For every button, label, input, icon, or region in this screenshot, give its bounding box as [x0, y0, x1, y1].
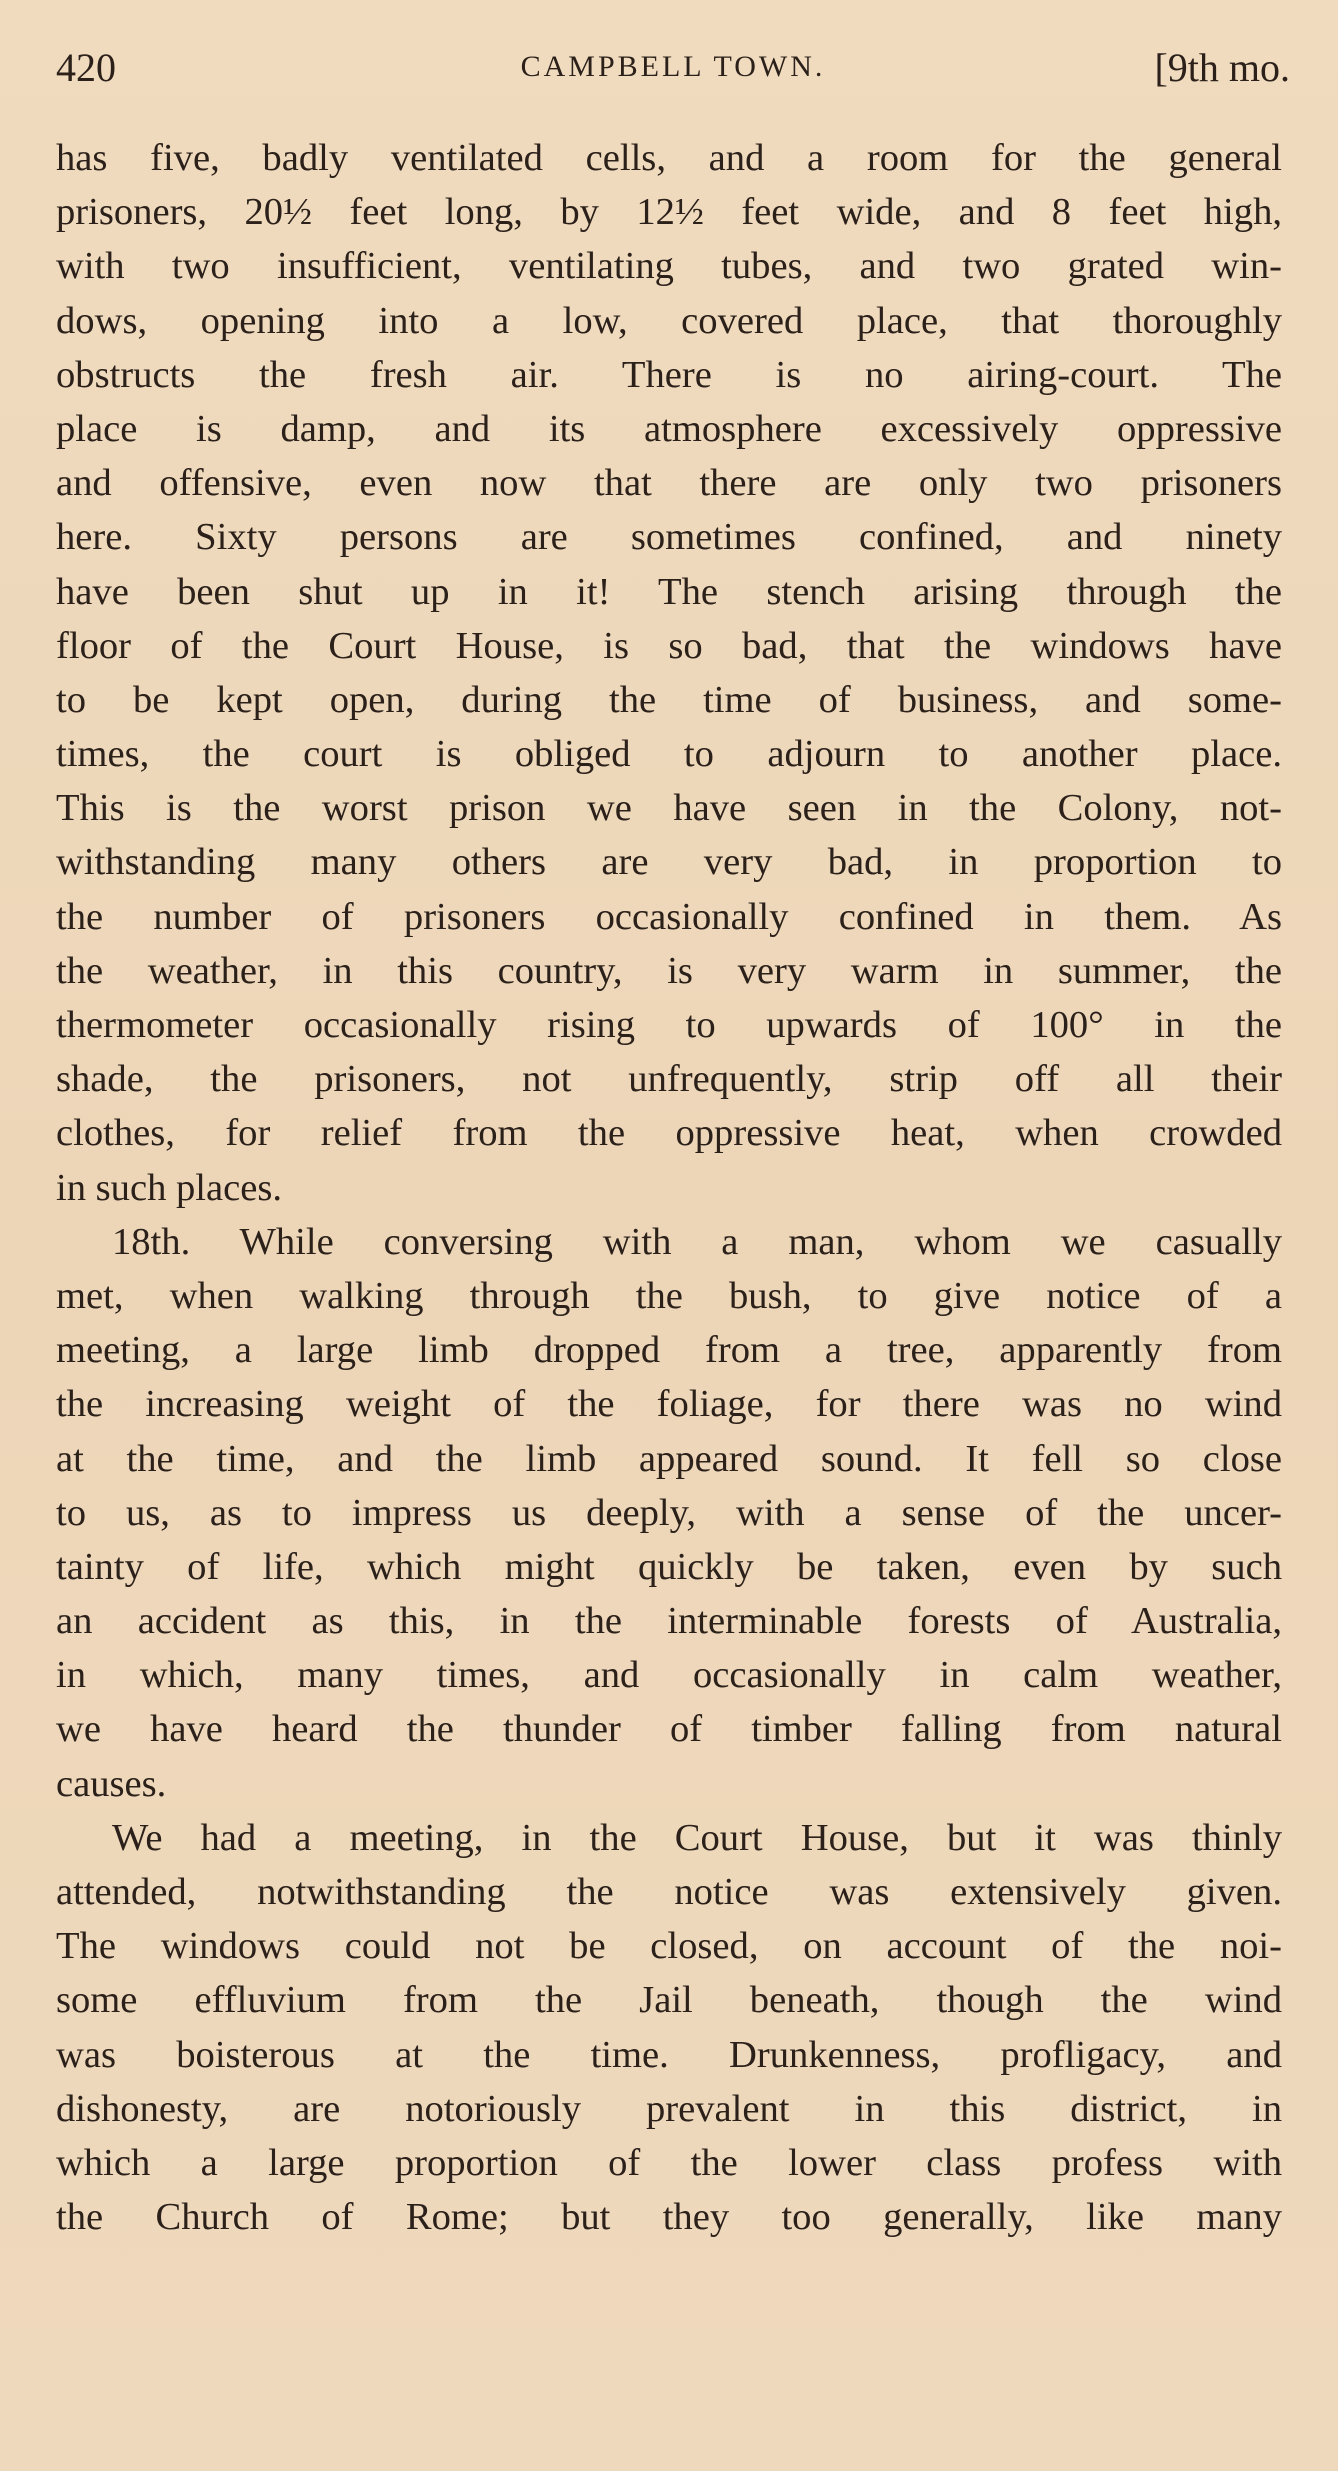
text-line: have been shut up in it! The stench arising through the	[56, 570, 1282, 613]
text-line-paragraph-start: 18th. While conversing with a man, whom we casually	[112, 1220, 1282, 1263]
text-line-paragraph-end: causes.	[56, 1762, 167, 1805]
text-line-paragraph-start: We had a meeting, in the Court House, but it was thinly	[112, 1816, 1282, 1859]
text-line: the increasing weight of the foliage, for there was no wind	[56, 1383, 1282, 1426]
text-line: dishonesty, are notoriously prevalent in this district, in	[56, 2087, 1282, 2130]
text-line: shade, the prisoners, not unfrequently, strip off all their	[56, 1058, 1282, 1101]
text-line: we have heard the thunder of timber falling from natural	[56, 1708, 1282, 1751]
text-line: to be kept open, during the time of business, and some-	[56, 678, 1282, 721]
text-line: which a large proportion of the lower class profess with	[56, 2141, 1282, 2184]
text-line: This is the worst prison we have seen in the Colony, not-	[56, 787, 1282, 830]
text-line: the weather, in this country, is very warm in summer, the	[56, 949, 1282, 992]
text-line: here. Sixty persons are sometimes confined, and ninety	[56, 516, 1282, 559]
text-line: thermometer occasionally rising to upwards of 100° in the	[56, 1004, 1282, 1046]
text-line: in which, many times, and occasionally in calm weather,	[56, 1654, 1282, 1697]
text-line: with two insufficient, ventilating tubes, and two grated win-	[56, 245, 1282, 288]
text-line: obstructs the fresh air. There is no airing-court. The	[56, 353, 1282, 396]
text-line: the number of prisoners occasionally confined in them. As	[56, 895, 1282, 938]
text-line: has five, badly ventilated cells, and a room for the general	[56, 137, 1282, 179]
running-header	[56, 44, 1290, 104]
text-line: to us, as to impress us deeply, with a sense of the uncer-	[56, 1491, 1282, 1534]
text-line: tainty of life, which might quickly be taken, even by such	[56, 1545, 1282, 1588]
text-line: withstanding many others are very bad, in proportion to	[56, 841, 1282, 884]
text-line: some effluvium from the Jail beneath, though the wind	[56, 1979, 1282, 2022]
text-line: clothes, for relief from the oppressive heat, when crowded	[56, 1112, 1282, 1155]
text-line: at the time, and the limb appeared sound. It fell so close	[56, 1437, 1282, 1480]
body-text	[56, 131, 1282, 2244]
text-line: The windows could not be closed, on account of the noi-	[56, 1925, 1282, 1968]
text-line-paragraph-end: in such places.	[56, 1166, 283, 1209]
text-line: dows, opening into a low, covered place, that thoroughly	[56, 299, 1282, 342]
page-number: 420	[56, 45, 116, 90]
text-line: prisoners, 20½ feet long, by 12½ feet wide, and 8 feet high,	[56, 191, 1282, 234]
running-date: [9th mo.	[1154, 45, 1290, 90]
text-line: met, when walking through the bush, to give notice of a	[56, 1274, 1282, 1317]
text-line: and offensive, even now that there are only two prisoners	[56, 462, 1282, 505]
text-line: the Church of Rome; but they too generally, like many	[56, 2196, 1282, 2239]
text-line: floor of the Court House, is so bad, that the windows have	[56, 624, 1282, 667]
text-line: was boisterous at the time. Drunkenness, profligacy, and	[56, 2033, 1282, 2076]
text-line: an accident as this, in the interminable forests of Australia,	[56, 1600, 1282, 1643]
text-line: place is damp, and its atmosphere excessively oppressive	[56, 407, 1282, 450]
text-line: meeting, a large limb dropped from a tree, apparently from	[56, 1329, 1282, 1372]
text-line: attended, notwithstanding the notice was extensively given.	[56, 1871, 1282, 1913]
text-line: times, the court is obliged to adjourn to another place.	[56, 733, 1282, 776]
running-title: CAMPBELL TOWN.	[520, 50, 826, 83]
